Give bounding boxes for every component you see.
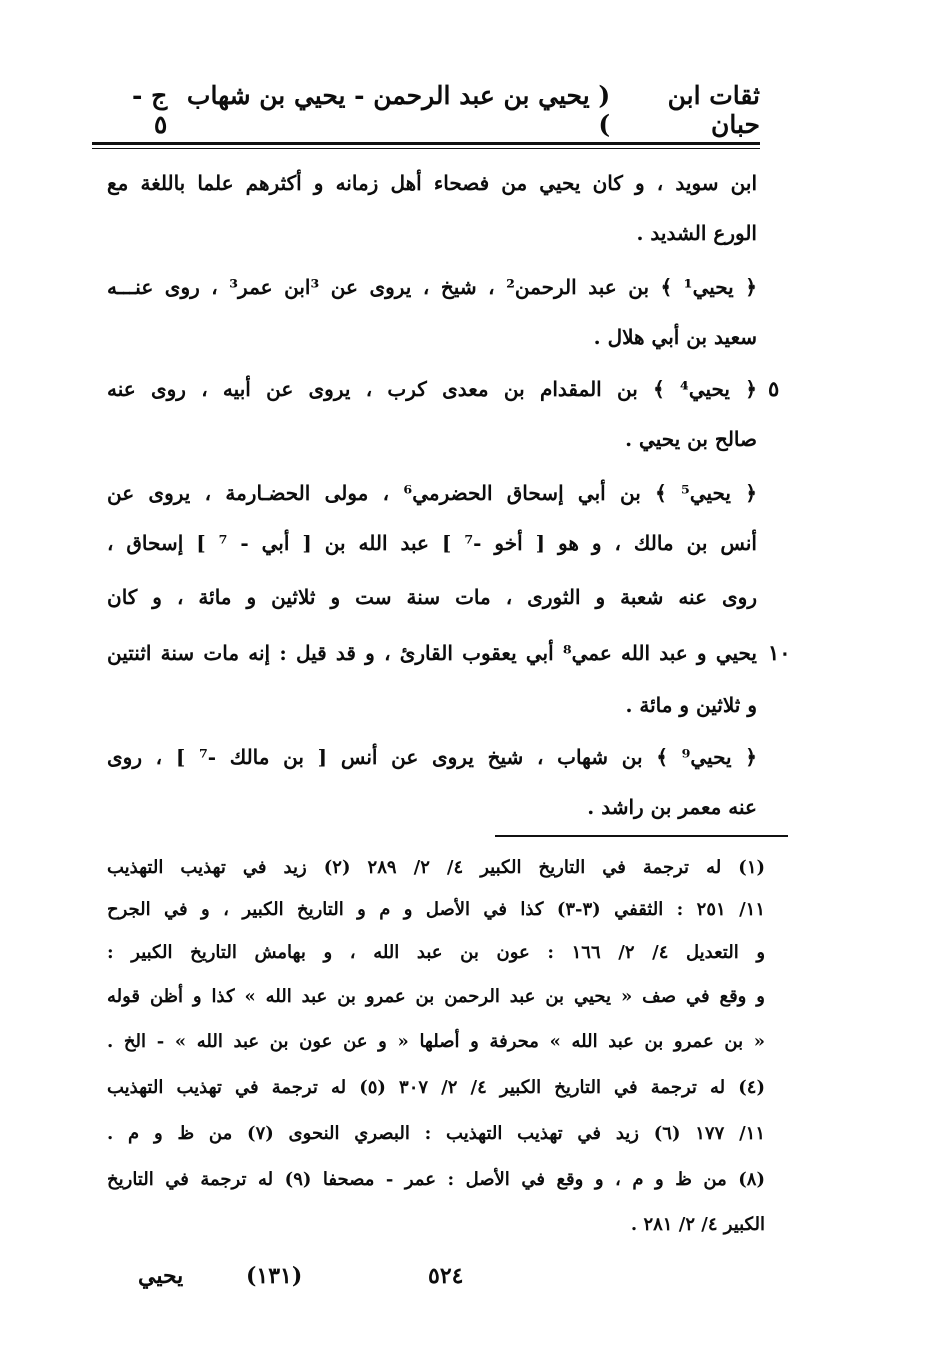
body-line: صالح بن يحيي . (625, 427, 757, 451)
body-line: ﴿ يحيي⁹ ﴾ بن شهاب ، شيخ يروى عن أنس [ بن مالك -⁷ ] ، روى (107, 745, 757, 769)
footnote-line: (٤) له ترجمة في التاريخ الكبير ٤/ ٢/ ٣٠٧ (٥) له ترجمة في تهذيب التهذيب (107, 1077, 765, 1098)
footer-part: (١٣١) (246, 1263, 303, 1289)
footnote-line: الكبير ٤/ ٢/ ٢٨١ . (630, 1214, 765, 1235)
body-line: ﴿ يحيي⁴ ﴾ بن المقدام بن معدى كرب ، يروى عن أبيه ، روى عنه (107, 377, 757, 401)
header-title: ثقات ابن حبان (667, 81, 760, 139)
header-subtitle: ( يحيي بن عبد الرحمن - يحيي بن شهاب ) (186, 81, 611, 139)
body-line: سعيد بن أبي هلال . (593, 325, 757, 349)
footnote-line: و وقع في صف « يحيي بن عبد الرحمن بن عمرو بن عبد الله » كذا و أظن قوله (107, 986, 765, 1007)
line-number-10: ١٠ (768, 640, 791, 665)
body-line: ﴿ يحيي⁵ ﴾ بن أبي إسحاق الحضرمي⁶ ، مولى الحضـارمة ، يروى عن (107, 481, 757, 505)
footnote-line: ١١/ ١٧٧ (٦) زيد في تهذيب التهذيب : البصري النحوى (٧) من ظ و م . (107, 1123, 765, 1144)
body-line: ابن سويد ، و كان يحيي من فصحاء أهل زمانه و أكثرهم علما باللغة مع (107, 171, 757, 195)
footnote-line: (٨) من ظ و م ، و وقع في الأصل : عمر - مصحفا (٩) له ترجمة في التاريخ (107, 1169, 765, 1190)
body-line: الورع الشديد . (636, 221, 757, 245)
footnote-separator (495, 835, 788, 837)
body-line: و ثلاثين و مائة . (625, 693, 757, 717)
header-volume: ج - ٥ (132, 81, 168, 139)
body-line: يحيي و عبد الله عمي⁸ أبي يعقوب القارئ ، و قد قيل : إنه مات سنة اثنتين (107, 641, 757, 665)
body-line: أنس بن مالك ، و هو [ أخو -⁷ ] عبد الله بن [ أبي - ⁷ ] إسحاق ، (107, 531, 757, 555)
footnote-line: « بن عمرو بن عبد الله » محرفة و أصلها « و عن عون بن عبد الله » - الخ . (107, 1031, 765, 1052)
footnote-line: ١١/ ٢٥١ : الثقفي (٣-٣) كذا في الأصل و م و التاريخ الكبير ، و في الجرح (107, 899, 766, 920)
header-rule-thin (92, 148, 760, 149)
footer-page-number: ٥٢٤ (428, 1263, 464, 1289)
body-line: عنه معمر بن راشد . (587, 795, 757, 819)
running-header (110, 81, 760, 139)
footnote-line: و التعديل ٤/ ٢/ ١٦٦ : عون بن عبد الله ، و بهامش التاريخ الكبير : (107, 942, 766, 963)
header-rule-thick (92, 142, 760, 145)
footnote-line: (١) له ترجمة في التاريخ الكبير ٤/ ٢/ ٢٨٩ (٢) زيد في تهذيب التهذيب (107, 857, 766, 878)
footer-name: يحيي (138, 1263, 184, 1289)
body-line: ﴿ يحيي¹ ﴾ بن عبد الرحمن² ، شيخ ، يروى عن ³ابن عمر³ ، روى عنـــه (107, 275, 757, 299)
body-line: روى عنه شعبة و الثورى ، مات سنة ست و ثلاثين و مائة ، و كان (107, 585, 757, 609)
line-number-5: ٥ (768, 376, 780, 401)
